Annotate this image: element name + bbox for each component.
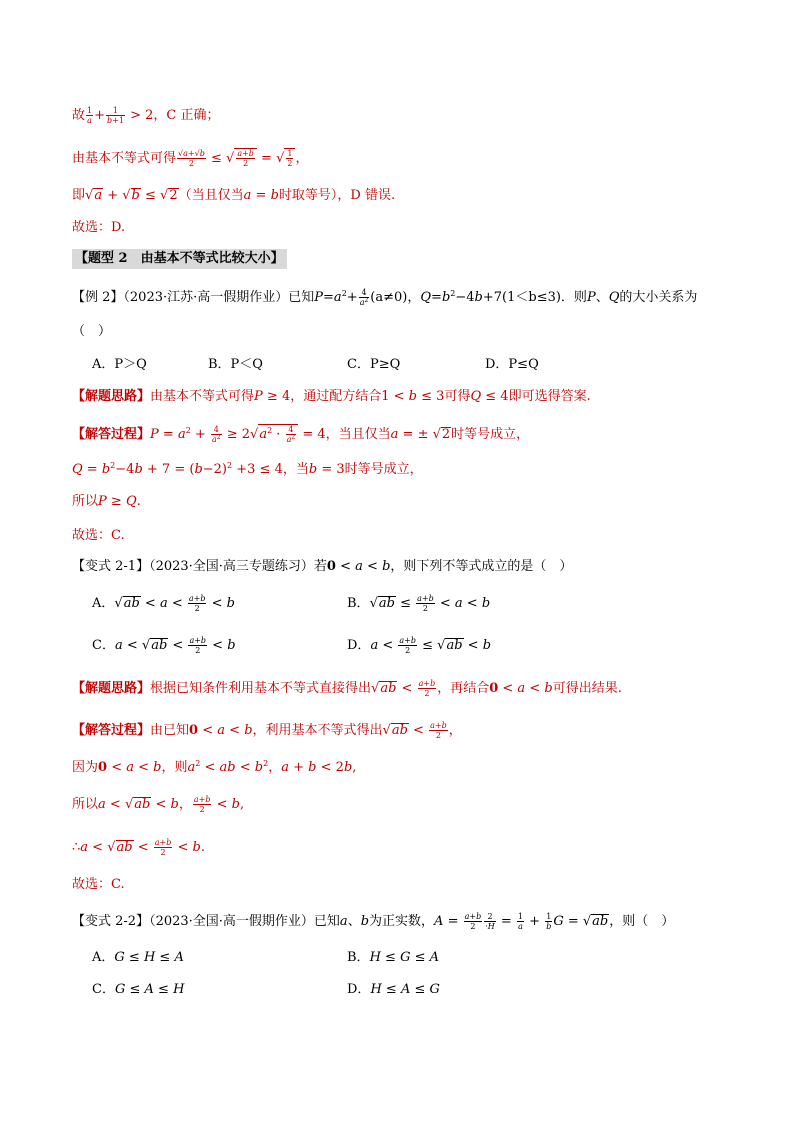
text: 【变式 2-1】（2023·全国·高三专题练习）若 [72, 559, 327, 574]
proof-1-line-2: $Q = b^2-4b + 7 = (b-2)^2 +3 \le 4$，当b = 3时等号成立， [72, 461, 423, 477]
text: 所以 [72, 797, 99, 812]
text: ， [295, 151, 309, 166]
solution-idea-1: 【解题思路】由基本不等式可得P ≥ 4，通过配方结合1 < b ≤ 3可得Q ≤ 4即可选得答案. [72, 389, 591, 404]
option-d-2-1: D．a < $\frac{a+b}{2}$ ≤ √ab < b [347, 636, 492, 655]
answer-c-2: 故选：C. [72, 877, 125, 892]
answer-blank: （ ） [72, 324, 112, 339]
option-c-2-2: C．G ≤ A ≤ H [92, 982, 185, 997]
text: 由基本不等式可得 [150, 389, 255, 404]
text: 根据已知条件利用基本不等式直接得出 [150, 681, 372, 696]
text: 故 [72, 108, 86, 123]
text: 为正实数， [369, 914, 435, 929]
line-inequality: 由基本不等式可得 $\frac{√a+√b}{2}$ ≤ √ $\frac{a+b}{2}$ = √ $\frac{1}{2}$ ， [72, 149, 309, 168]
text: ，当且仅当 [325, 427, 391, 442]
text: (a≠0)， [370, 290, 421, 305]
proof-2-line-1: 【解答过程】由已知0 < a < b，利用基本不等式得出√ab < $\frac{a+b}{2}$ ， [72, 721, 462, 740]
label: 【解答过程】 [72, 723, 151, 738]
text: 由已知 [150, 723, 190, 738]
proof-1-line-1: 【解答过程】$P = a^2$ + $\frac{4}{a^2}$ ≥ $2√a^2$ · $\frac{4}{a^2}$ = 4，当且仅当a = ± √2时等号成立， [72, 425, 530, 444]
label: 【解答过程】 [72, 427, 151, 442]
line-conclusion-c: 故 $\frac{1}{a}$ + $\frac{1}{b+1}$ > 2，C 正确； [72, 106, 220, 125]
text: ，则（ ） [609, 914, 675, 929]
option-d-2-2: D．H ≤ A ≤ G [347, 982, 440, 997]
text: 即可选得答案. [508, 389, 591, 404]
proof-2-line-4: ∴a < √ab < $\frac{a+b}{2}$ < b. [72, 838, 206, 857]
text: 由基本不等式可得 [72, 151, 177, 166]
option-b-2-1: B．√ab ≤ $\frac{a+b}{2}$ < a < b [347, 594, 491, 613]
variant-2-2-question: 【变式 2-2】（2023·全国·高一假期作业）已知a、b为正实数，A = $\frac{a+b}{2}$ $\frac{2}{\cdot H}$ = $\frac{1}{a}$ + $\frac{1}{b}$ G = √ab，则（ ） [72, 912, 675, 931]
answer-c-1: 故选：C. [72, 528, 125, 543]
option-a-2-1: A．√ab < a < $\frac{a+b}{2}$ < b [92, 594, 235, 613]
answer-d: 故选：D. [72, 220, 126, 235]
text: 时等号成立， [451, 427, 530, 442]
text: 【变式 2-2】（2023·全国·高一假期作业）已知 [72, 914, 340, 929]
label: 【解题思路】 [72, 681, 151, 696]
solution-idea-2: 【解题思路】根据已知条件利用基本不等式直接得出√ab < $\frac{a+b}{2}$ ，再结合0 < a < b可得出结果. [72, 679, 622, 698]
variant-2-1-question: 【变式 2-1】（2023·全国·高三专题练习）若0 < a < b，则下列不等式成立的是（ ） [72, 559, 573, 574]
label: 【解题思路】 [72, 389, 151, 404]
example-2-question: 【例 2】（2023·江苏·高一假期作业）已知$P=a^2+$ $\frac{4}{a^2}$ (a≠0)，$Q=b^2-4b+7(1<b\le 3)$．则P、Q的大小关系为 [72, 288, 698, 307]
text: 可得 [444, 389, 471, 404]
text: (1＜b≤3)．则 [502, 290, 587, 305]
option-d: D．P≤Q [485, 357, 539, 372]
line-conclusion-d: 即√a + √b ≤ √2（当且仅当a = b时取等号），D 错误. [72, 188, 396, 203]
text: 所以 [72, 494, 99, 509]
text: ， [448, 723, 462, 738]
text: （当且仅当 [178, 188, 244, 203]
text: 因为 [72, 760, 99, 775]
text: 【例 2】（2023·江苏·高一假期作业）已知 [72, 290, 315, 305]
option-c: C．P≥Q [347, 357, 401, 372]
text: 时等号成立， [344, 462, 423, 477]
proof-1-line-3: 所以P ≥ Q. [72, 494, 141, 509]
option-a-2-2: A．G ≤ H ≤ A [92, 950, 184, 965]
text: ，通过配方结合 [290, 389, 382, 404]
text: ，当 [282, 462, 309, 477]
text: ，再结合 [437, 681, 490, 696]
text: ，则下列不等式成立的是（ ） [390, 559, 573, 574]
option-c-2-1: C．a < √ab < $\frac{a+b}{2}$ < b [92, 636, 236, 655]
text: ，利用基本不等式得出 [252, 723, 383, 738]
text: 可得出结果. [552, 681, 622, 696]
option-b-2-2: B．H ≤ G ≤ A [347, 950, 440, 965]
text: 时取等号），D 错误. [278, 188, 396, 203]
text: 即 [72, 188, 86, 203]
text: 的大小关系为 [619, 290, 698, 305]
option-a: A．P＞Q [92, 357, 147, 372]
proof-2-line-3: 所以a < √ab < b， $\frac{a+b}{2}$ < b, [72, 795, 245, 814]
proof-2-line-2: 因为0 < a < b，则$a^2$ < ab < $b^2$，a + b < 2b, [72, 759, 357, 775]
text: ，C 正确； [153, 108, 220, 123]
section-heading: 【题型 2 由基本不等式比较大小】 [72, 249, 287, 269]
option-b: B．P＜Q [208, 357, 263, 372]
text: ，则 [161, 760, 188, 775]
